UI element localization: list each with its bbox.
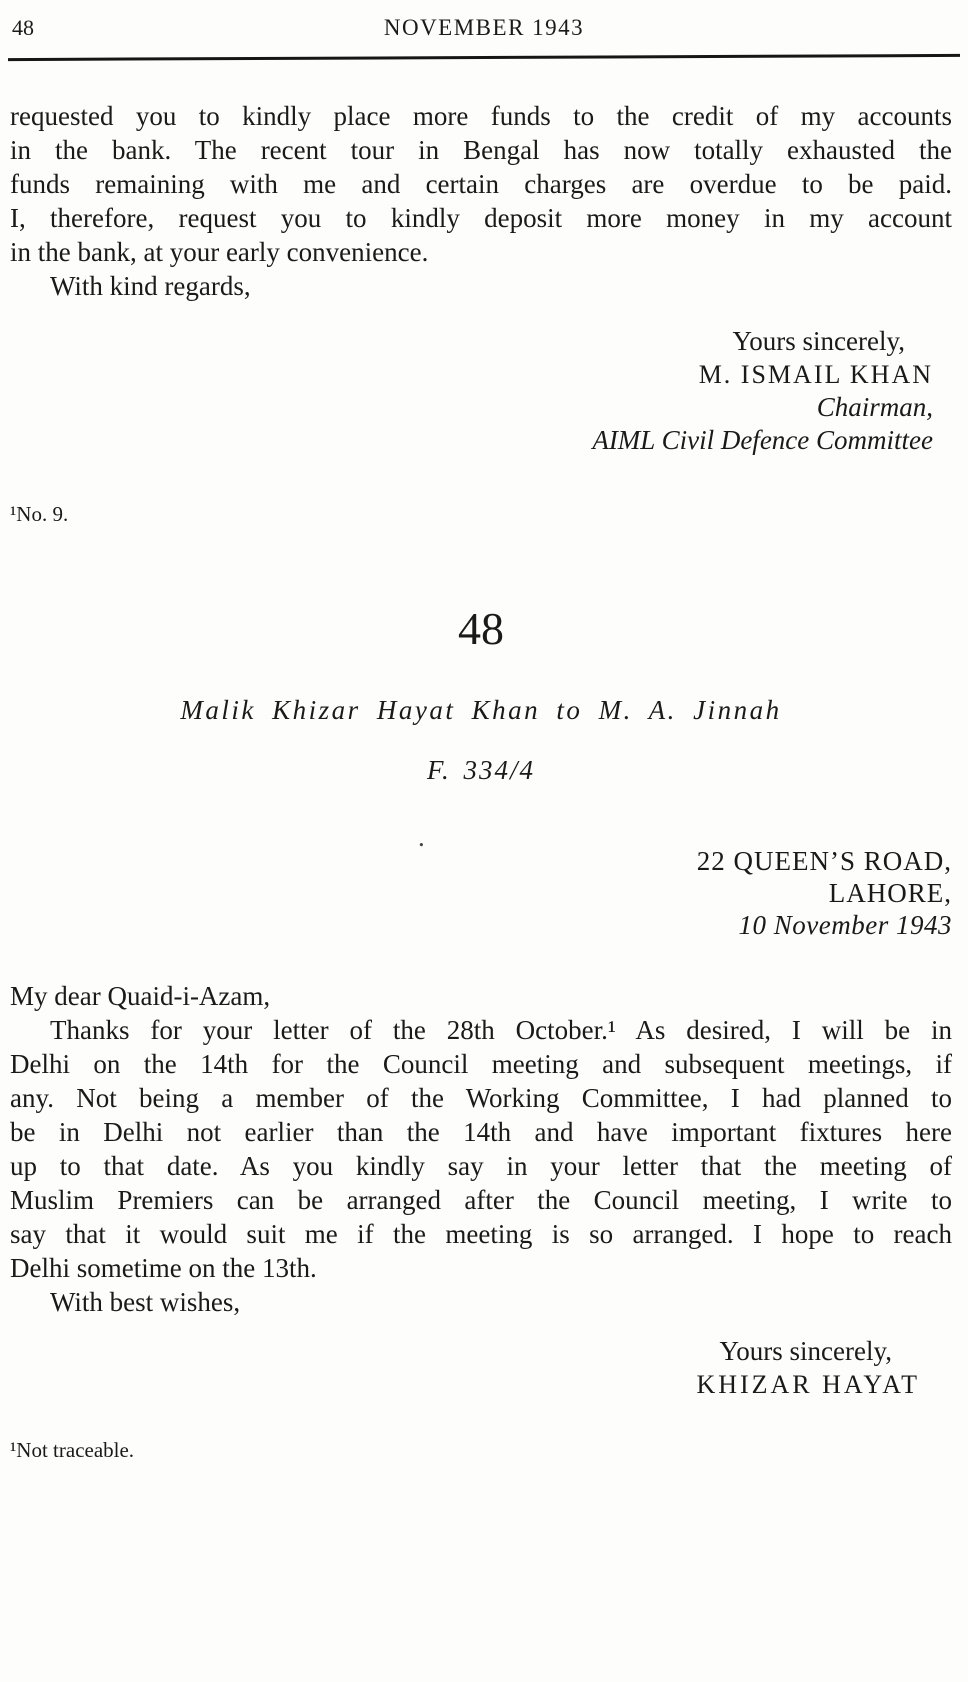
page-number: 48 bbox=[12, 15, 34, 40]
closing-line: With kind regards, bbox=[50, 271, 251, 301]
body-line: say that it would suit me if the meeting is so arranged. I hope to reach bbox=[10, 1219, 952, 1249]
body-line: requested you to kindly place more funds to the credit of my accounts bbox=[10, 101, 952, 131]
body-line: Thanks for your letter of the 28th October.¹ As desired, I will be in bbox=[50, 1015, 952, 1045]
body-line: be in Delhi not earlier than the 14th and have important fixtures here bbox=[10, 1117, 952, 1147]
letter-date: 10 November 1943 bbox=[738, 910, 952, 940]
file-reference: F. 334/4 bbox=[426, 755, 535, 785]
header-rule bbox=[8, 54, 960, 61]
salutation: My dear Quaid-i-Azam, bbox=[10, 981, 271, 1011]
body-line: in the bank. The recent tour in Bengal has now totally exhausted the bbox=[10, 135, 952, 165]
signoff: Yours sincerely, bbox=[732, 326, 905, 356]
body-line: Delhi sometime on the 13th. bbox=[10, 1253, 317, 1283]
running-header: NOVEMBER 1943 bbox=[383, 15, 585, 40]
address-block bbox=[10, 845, 952, 941]
body-line: I, therefore, request you to kindly deposit more money in my account bbox=[10, 203, 952, 233]
body-line: Delhi on the 14th for the Council meeting and subsequent meetings, if bbox=[10, 1049, 952, 1079]
body-line: Muslim Premiers can be arranged after the Council meeting, I write to bbox=[10, 1185, 952, 1215]
body-line: any. Not being a member of the Working Committee, I had planned to bbox=[10, 1083, 952, 1113]
page-content bbox=[0, 99, 968, 1463]
letter-number-heading: 48 bbox=[458, 603, 504, 654]
footnote: ¹No. 9. bbox=[10, 502, 69, 526]
signatory-org: AIML Civil Defence Committee bbox=[592, 425, 933, 455]
body-line: in the bank, at your early convenience. bbox=[10, 237, 429, 267]
letter-title: Malik Khizar Hayat Khan to M. A. Jinnah bbox=[180, 695, 782, 725]
signature-block bbox=[10, 325, 952, 457]
letter-47-continuation bbox=[10, 99, 952, 527]
signatory-name: KHIZAR HAYAT bbox=[696, 1370, 920, 1399]
signoff: Yours sincerely, bbox=[719, 1336, 892, 1366]
stray-ink-mark: . bbox=[418, 822, 425, 852]
signatory-name: M. ISMAIL KHAN bbox=[698, 360, 933, 389]
body-line: funds remaining with me and certain charges are overdue to be paid. bbox=[10, 169, 952, 199]
footnote: ¹Not traceable. bbox=[10, 1438, 135, 1462]
signature-block bbox=[10, 1335, 952, 1401]
body-line: up to that date. As you kindly say in your letter that the meeting of bbox=[10, 1151, 952, 1181]
page-header bbox=[0, 0, 968, 42]
closing-line: With best wishes, bbox=[50, 1287, 241, 1317]
address-line: LAHORE, bbox=[828, 878, 952, 908]
letter-48 bbox=[10, 605, 952, 1463]
signatory-title: Chairman, bbox=[816, 392, 933, 422]
address-line: 22 QUEEN’S ROAD, bbox=[696, 846, 952, 876]
